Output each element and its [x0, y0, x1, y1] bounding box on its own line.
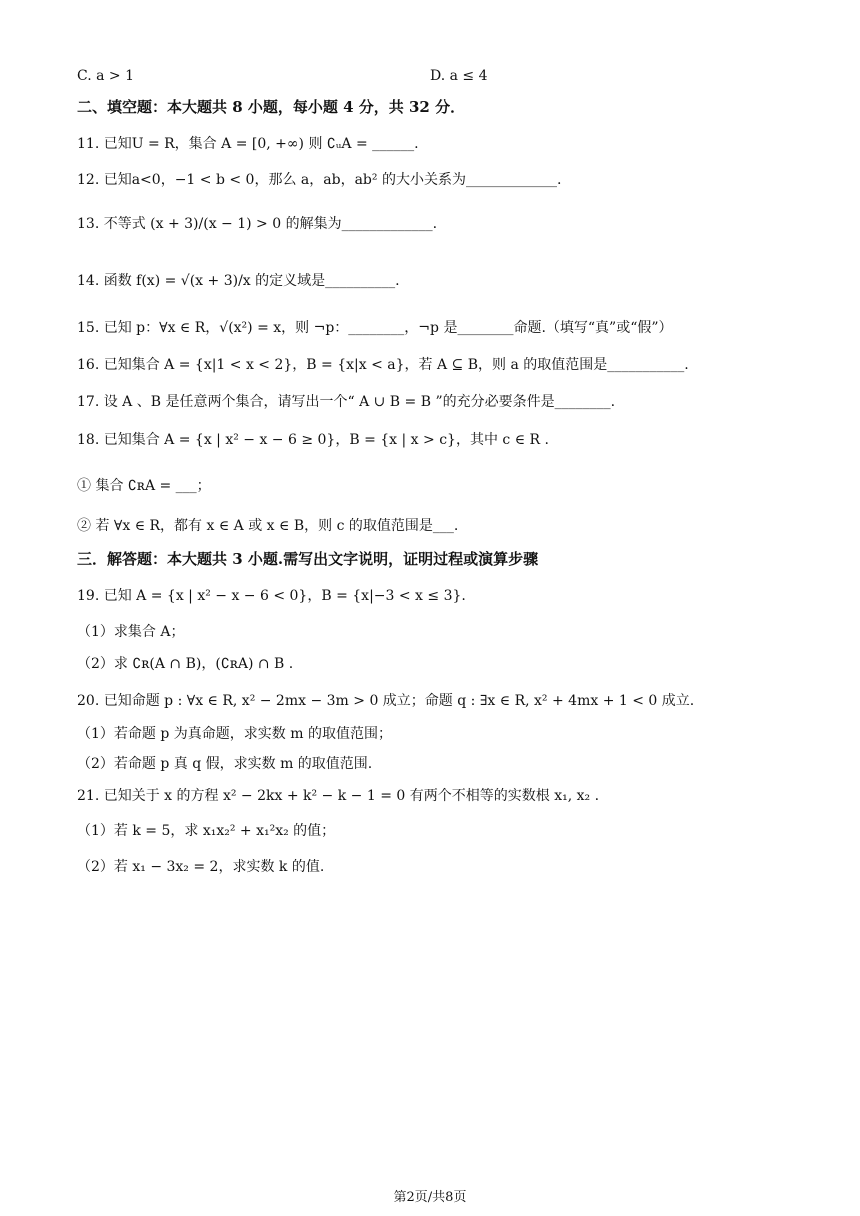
section-3-title: 三．解答题：本大题共 3 小题.需写出文字说明，证明过程或演算步骤	[77, 550, 539, 568]
problem-21-part-2: （2）若 x₁ − 3x₂ = 2，求实数 k 的值.	[77, 859, 325, 875]
problem-19-part-2: （2）求 ∁ʀ(A ∩ B)，(∁ʀA) ∩ B .	[77, 656, 294, 672]
question-18: 18. 已知集合 A = {x | x² − x − 6 ≥ 0}，B = {x | x > c}，其中 c ∈ R .	[77, 432, 549, 448]
option-c: C. a > 1	[77, 68, 134, 84]
question-13: 13. 不等式 (x + 3)/(x − 1) > 0 的解集为_____________.	[77, 216, 438, 232]
option-d: D. a ≤ 4	[430, 68, 488, 84]
problem-21-part-1: （1）若 k = 5，求 x₁x₂² + x₁²x₂ 的值；	[77, 823, 336, 839]
question-14: 14. 函数 f(x) = √(x + 3)/x 的定义域是__________.	[77, 273, 400, 289]
problem-19: 19. 已知 A = {x | x² − x − 6 < 0}，B = {x|−3 < x ≤ 3}.	[77, 588, 466, 604]
problem-20: 20. 已知命题 p : ∀x ∈ R, x² − 2mx − 3m > 0 成立；命题 q : ∃x ∈ R, x² + 4mx + 1 < 0 成立.	[77, 693, 695, 709]
question-11: 11. 已知U = R，集合 A = [0, +∞) 则 ∁ᵤA = ______.	[77, 136, 419, 152]
problem-21: 21. 已知关于 x 的方程 x² − 2kx + k² − k − 1 = 0 有两个不相等的实数根 x₁, x₂ .	[77, 788, 600, 804]
question-18-part-1: ① 集合 ∁ʀA = ___；	[77, 478, 211, 494]
problem-20-part-1: （1）若命题 p 为真命题，求实数 m 的取值范围；	[77, 726, 392, 742]
section-2-title: 二、填空题：本大题共 8 小题，每小题 4 分，共 32 分．	[77, 98, 466, 116]
problem-19-part-1: （1）求集合 A；	[77, 624, 185, 640]
page-footer: 第2页/共8页	[393, 1190, 467, 1205]
question-16: 16. 已知集合 A = {x|1 < x < 2}，B = {x|x < a}，若 A ⊆ B，则 a 的取值范围是___________.	[77, 357, 689, 373]
problem-20-part-2: （2）若命题 p 真 q 假，求实数 m 的取值范围.	[77, 756, 373, 772]
question-17: 17. 设 A 、B 是任意两个集合，请写出一个“ A ∪ B = B ”的充分必要条件是________.	[77, 394, 616, 410]
question-15: 15. 已知 p：∀x ∈ R，√(x²) = x，则 ¬p：________，¬p 是________命题.（填写“真”或“假”）	[77, 320, 673, 336]
question-18-part-2: ② 若 ∀x ∈ R，都有 x ∈ A 或 x ∈ B，则 c 的取值范围是___.	[77, 518, 459, 534]
question-12: 12. 已知a<0，−1 < b < 0，那么 a，ab，ab² 的大小关系为_____________.	[77, 172, 562, 188]
